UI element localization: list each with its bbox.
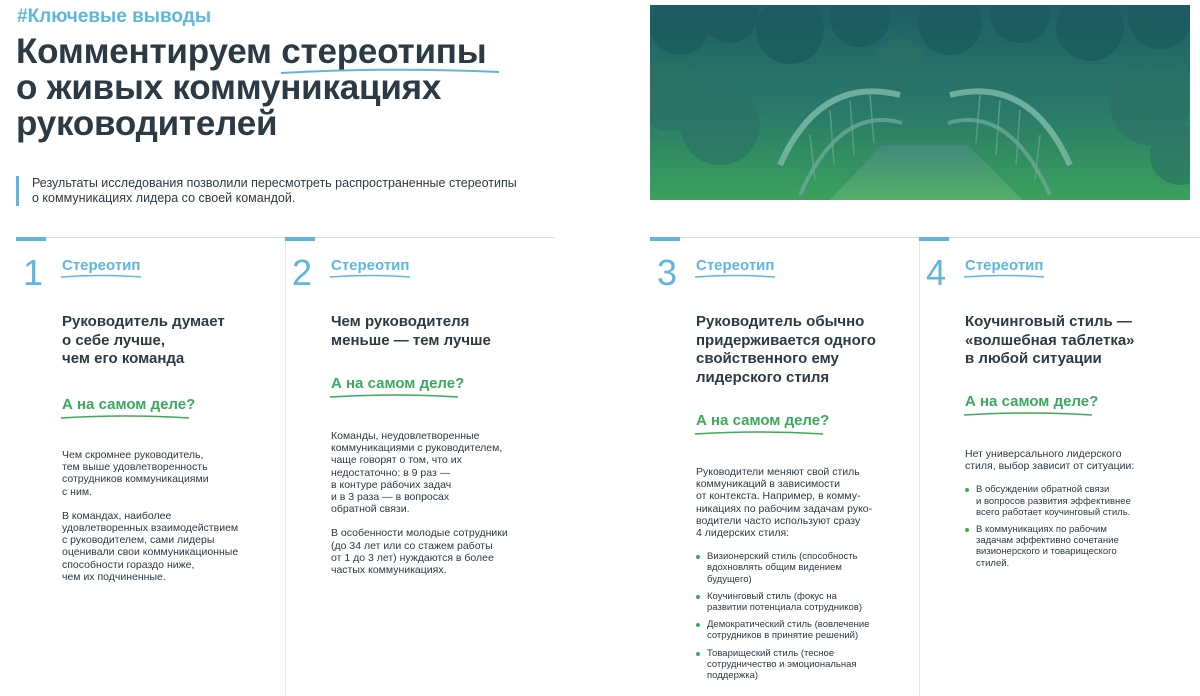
claim-line: чем его команда — [62, 350, 185, 367]
bullet-line: сотрудников в принятие решений) — [707, 630, 859, 642]
body-line: (до 34 лет или со стажем работы — [331, 539, 493, 552]
body-line: 4 лидерских стиля: — [696, 527, 790, 540]
body-line: В особенности молодые сотрудники — [331, 527, 508, 540]
card-number: 3 — [657, 252, 678, 293]
bullet-line: В обсуждении обратной связи — [976, 484, 1110, 496]
card-divider — [16, 237, 286, 238]
bullet-line: задачам эффективно сочетание — [976, 535, 1119, 547]
reality-underline — [329, 392, 459, 399]
list-item — [965, 524, 1165, 569]
bullet-line: развитии потенциала сотрудников) — [707, 602, 863, 614]
claim-line: «волшебная таблетка» — [965, 331, 1135, 349]
body-line: чем их подчиненные. — [62, 570, 166, 583]
intro-line-2: о коммуникациях лидера со своей командой. — [32, 191, 296, 205]
body-line: в контуре рабочих задач — [331, 478, 452, 491]
bullet-line: сотрудничество и эмоциональная — [707, 658, 857, 670]
body-line: тем выше удовлетворенность — [62, 461, 208, 474]
title-part-2: о живых коммуникациях — [16, 68, 442, 107]
bullet-line: Коучинговый стиль (фокус на — [707, 590, 837, 602]
body-line: чаще говорят о том, что их — [331, 454, 462, 467]
stereotype-claim — [696, 313, 911, 387]
label-underline — [963, 273, 1045, 279]
claim-line: придерживается одного — [696, 331, 876, 349]
title-highlight — [281, 34, 486, 70]
card-number: 1 — [23, 252, 44, 293]
reality-underline — [963, 410, 1093, 417]
bullet-line: и вопросов развития эффективнее — [976, 495, 1131, 507]
body-line: водители часто используют сразу — [696, 514, 861, 527]
section-hashtag: #Ключевые выводы — [17, 6, 212, 27]
list-item — [696, 591, 906, 613]
bullet-line: визионерского и товарищеского — [976, 546, 1117, 558]
list-item — [696, 648, 906, 682]
bullet-line: поддержка) — [707, 670, 759, 682]
bullet-line: будущего) — [707, 573, 752, 585]
body-line: способности гораздо ниже, — [62, 558, 195, 571]
intro-line-1: Результаты исследования позволили пересмотреть распространенные стереотипы — [32, 176, 517, 190]
claim-line: Руководитель думает — [62, 313, 225, 330]
claim-line: Руководитель обычно — [696, 313, 865, 330]
bridge-illustration — [650, 5, 1190, 200]
bullet-line: вдохновлять общим видением — [707, 562, 842, 574]
body-line: коммуникациями с руководителем, — [331, 442, 503, 455]
card-number: 2 — [292, 252, 313, 293]
reality-underline — [694, 429, 824, 436]
title-highlight-text: стереотипы — [281, 32, 487, 71]
stereotype-claim — [331, 313, 546, 350]
card-divider — [650, 237, 920, 238]
body-line: никациях по рабочим задачам руко- — [696, 502, 873, 515]
card-tab-accent — [16, 237, 46, 241]
body-line: Команды, неудовлетворенные — [331, 430, 480, 442]
card-label: Стереотип — [696, 257, 775, 274]
card-label: Стереотип — [965, 257, 1044, 274]
bridge-in-forest-photo — [650, 5, 1190, 200]
label-underline — [694, 273, 776, 279]
stereotype-card-3 — [650, 237, 920, 696]
leadership-style-list — [696, 551, 906, 681]
page-title — [16, 34, 616, 142]
situation-list — [965, 484, 1165, 568]
body-line: удовлетворенных взаимодействием — [62, 522, 239, 535]
body-line: коммуникаций в зависимости — [696, 478, 841, 491]
body-paragraph — [331, 430, 541, 515]
reality-heading: А на самом деле? — [331, 375, 465, 392]
body-line: обратной связи. — [331, 503, 410, 516]
claim-line: меньше — тем лучше — [331, 331, 491, 349]
claim-line: свойственного ему — [696, 350, 839, 367]
card-tab-accent — [919, 237, 949, 241]
card-body — [696, 466, 906, 687]
body-line: Чем скромнее руководитель, — [62, 449, 204, 461]
body-paragraph — [331, 527, 541, 576]
claim-line: Коучинговый стиль — — [965, 313, 1132, 330]
body-line: стиля, выбор зависит от ситуации: — [965, 460, 1135, 473]
claim-line: в любой ситуации — [965, 350, 1102, 367]
card-vertical-divider — [919, 237, 920, 696]
reality-heading: А на самом деле? — [696, 412, 830, 429]
body-line: В командах, наиболее — [62, 509, 172, 522]
card-body — [965, 448, 1165, 575]
bullet-line: Визионерский стиль (способность — [707, 551, 858, 563]
label-underline — [329, 273, 411, 279]
card-divider — [919, 237, 1200, 238]
bullet-line: Демократический стиль (вовлечение — [707, 619, 870, 631]
body-line: Руководители меняют свой стиль — [696, 466, 860, 478]
bullet-line: В коммуникациях по рабочим — [976, 524, 1107, 536]
body-line: с руководителем, сами лидеры — [62, 534, 215, 547]
stereotype-card-2 — [285, 237, 555, 696]
claim-line: лидерского стиля — [696, 368, 830, 386]
body-line: от контекста. Например, в комму- — [696, 490, 861, 503]
title-part-1: Комментируем — [16, 32, 282, 71]
reality-heading: А на самом деле? — [965, 393, 1099, 410]
stereotype-card-4 — [919, 237, 1189, 696]
body-line: Нет универсального лидерского — [965, 448, 1122, 460]
intro-text — [16, 176, 552, 206]
card-number: 4 — [926, 252, 947, 293]
body-line: недостаточно: в 9 раз — — [331, 466, 451, 479]
body-line: с ним. — [62, 485, 92, 498]
body-paragraph — [965, 448, 1165, 472]
list-item — [696, 619, 906, 641]
title-part-3: руководителей — [16, 104, 278, 143]
claim-line: Чем руководителя — [331, 313, 470, 330]
body-paragraph — [62, 510, 262, 583]
body-paragraph — [62, 449, 262, 498]
list-item — [965, 484, 1165, 518]
reality-heading: А на самом деле? — [62, 396, 196, 413]
body-line: сотрудников коммуникациями — [62, 473, 209, 486]
card-body — [62, 449, 262, 595]
list-item — [696, 551, 906, 585]
card-body — [331, 430, 541, 588]
bullet-line: всего работает коучинговый стиль. — [976, 506, 1131, 518]
card-vertical-divider — [285, 237, 286, 696]
bullet-line: стилей. — [976, 557, 1010, 569]
claim-line: о себе лучше, — [62, 331, 165, 349]
bullet-line: Товарищеский стиль (тесное — [707, 647, 835, 659]
body-line: и в 3 раза — в вопросах — [331, 491, 450, 504]
card-tab-accent — [650, 237, 680, 241]
card-tab-accent — [285, 237, 315, 241]
card-label: Стереотип — [62, 257, 141, 274]
body-paragraph — [696, 466, 906, 539]
stereotype-claim — [965, 313, 1180, 369]
card-label: Стереотип — [331, 257, 410, 274]
body-line: оценивали свои коммуникационные — [62, 546, 239, 559]
body-line: от 1 до 3 лет) нуждаются в более — [331, 551, 494, 564]
card-divider — [285, 237, 555, 238]
title-underline-swoosh — [279, 65, 501, 77]
reality-underline — [60, 413, 190, 420]
body-line: частых коммуникациях. — [331, 564, 447, 577]
label-underline — [60, 273, 142, 279]
stereotype-claim — [62, 313, 277, 369]
stereotype-card-1 — [16, 237, 286, 696]
